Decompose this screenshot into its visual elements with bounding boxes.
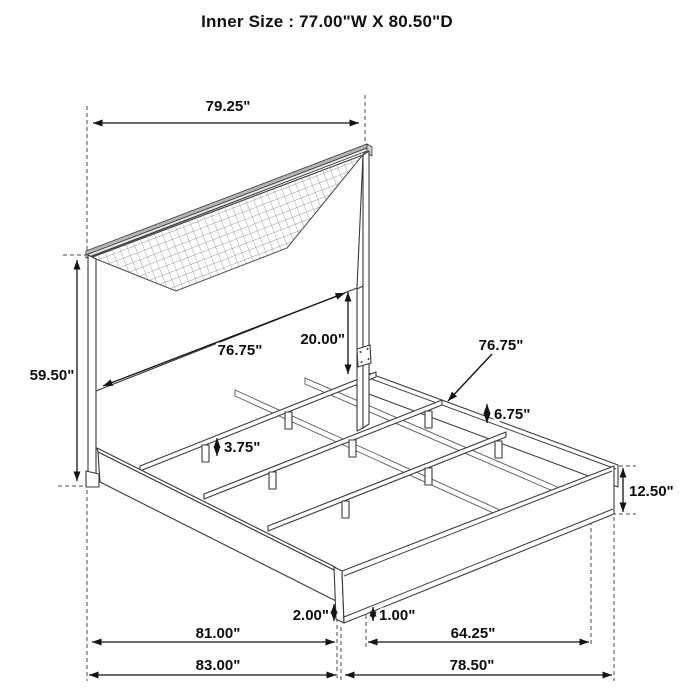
- dim-label-slat-length: 76.75": [478, 337, 524, 354]
- dim-footboard-width: [345, 657, 612, 675]
- slat-leg: [495, 441, 502, 458]
- slat-leg: [269, 472, 276, 489]
- dim-label-footboard-height: 12.50": [629, 483, 674, 500]
- slat-leg: [342, 501, 349, 518]
- dim-label-headboard-width: 79.25": [205, 98, 251, 115]
- dim-label-footboard-inner-width: 64.25": [450, 625, 496, 642]
- dim-inner-length: [92, 625, 335, 642]
- slat-1: [140, 372, 376, 471]
- dim-headboard-width: [93, 98, 359, 123]
- dim-footboard-floor-gap: [373, 607, 415, 624]
- slat-leg: [425, 411, 432, 428]
- slat-leg: [285, 412, 292, 429]
- slat-leg: [425, 468, 432, 485]
- dim-label-headboard-panel-width: 76.75": [217, 342, 263, 359]
- dim-label-inner-length: 81.00": [195, 625, 241, 642]
- left-side-rail: [97, 448, 338, 602]
- dim-label-outer-length: 83.00": [195, 657, 241, 674]
- dim-slat-length: [448, 337, 523, 401]
- dim-outer-length: [89, 657, 336, 675]
- dim-label-headboard-height: 59.50": [29, 367, 75, 384]
- footboard: [334, 466, 614, 623]
- dim-slat-leg-height: [217, 438, 260, 456]
- dim-label-slat-leg-height: 3.75": [224, 439, 261, 456]
- dim-footboard-height: [623, 468, 674, 512]
- slat-3: [268, 432, 506, 531]
- slat-leg: [202, 445, 209, 462]
- dim-label-side-rail-height: 6.75": [494, 406, 531, 423]
- dim-footboard-inner-width: [368, 625, 589, 642]
- dim-label-footboard-width: 78.50": [449, 657, 495, 674]
- dim-side-rail-height: [487, 404, 530, 423]
- slat-leg: [349, 440, 356, 457]
- page-title: Inner Size : 77.00"W X 80.50"D: [201, 12, 453, 31]
- dim-headboard-height: [30, 260, 77, 481]
- dim-label-headboard-panel-height: 20.00": [300, 331, 345, 348]
- dim-label-footboard-floor-gap: 1.00": [379, 607, 416, 624]
- footboard-face: [342, 466, 614, 623]
- dim-rail-floor-clearance: [293, 604, 334, 624]
- dim-label-rail-floor-clearance: 2.00": [292, 607, 329, 624]
- rail-bracket: [357, 345, 371, 367]
